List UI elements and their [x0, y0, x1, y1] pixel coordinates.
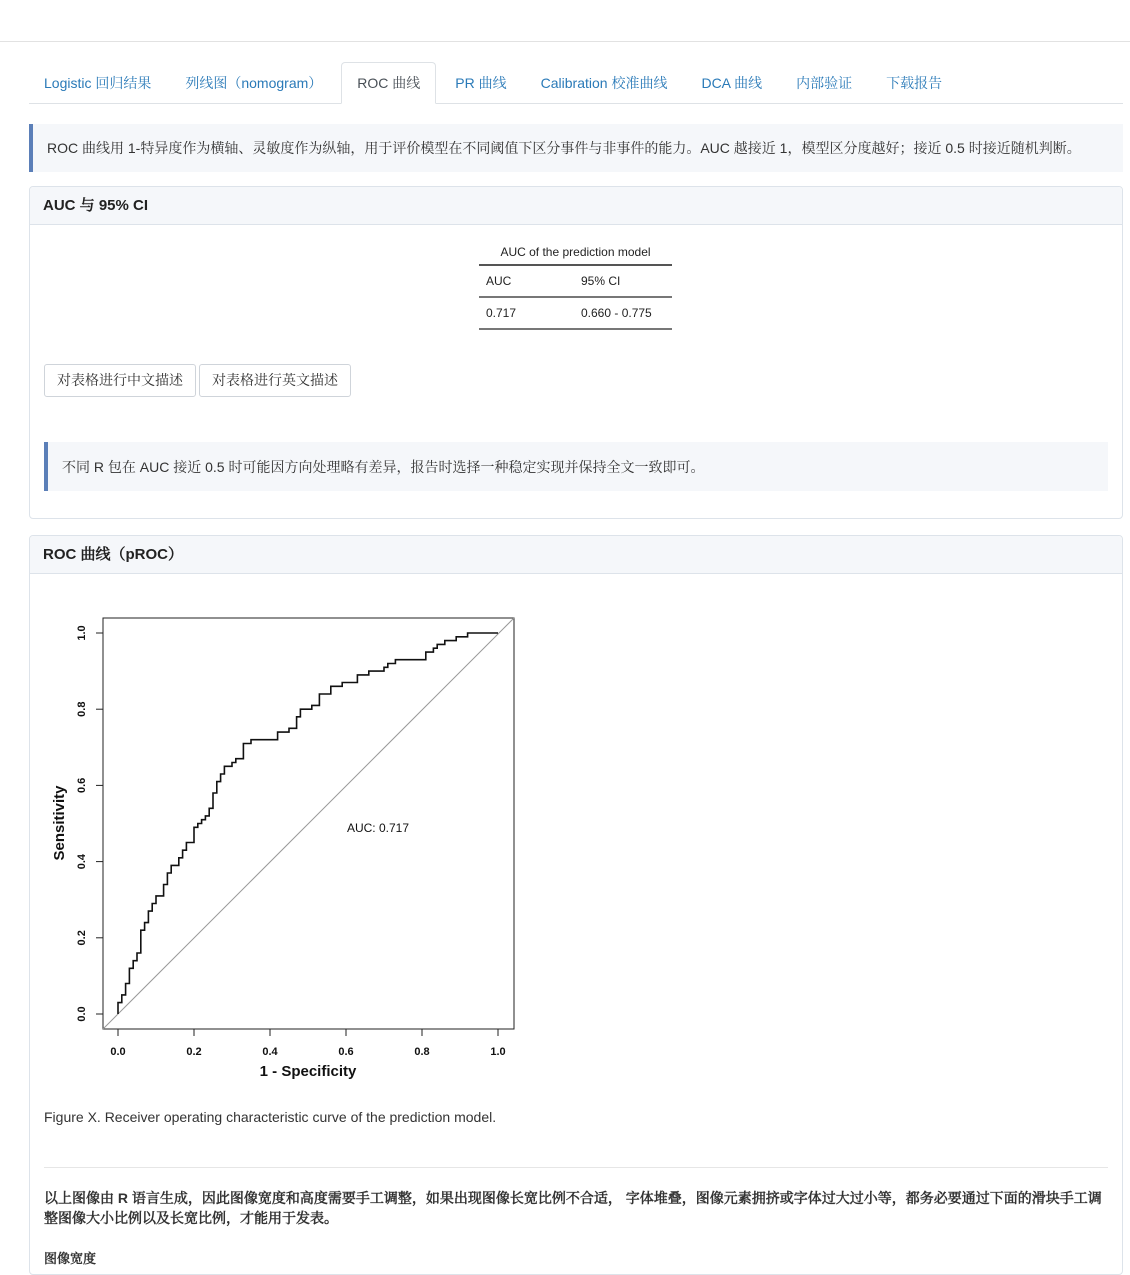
intro-callout	[29, 124, 1123, 172]
intro-text: ROC 曲线用 1-特异度作为横轴、灵敏度作为纵轴，用于评价模型在不同阈值下区分事件与非事件的能力。AUC 越接近 1，模型区分度越好；接近 0.5 时接近随机判断。	[47, 140, 1081, 156]
auc-value-cell: 0.717	[486, 306, 517, 320]
tab-logistic[interactable]: Logistic 回归结果	[44, 75, 152, 91]
width-slider-label: 图像宽度	[44, 1251, 97, 1266]
x-tick-label: 0.6	[338, 1046, 354, 1058]
top-bar	[0, 0, 1130, 42]
y-axis-label: Sensitivity	[51, 785, 68, 861]
ci-header-cell: 95% CI	[581, 274, 621, 288]
describe-cn-button[interactable]: 对表格进行中文描述	[44, 364, 196, 397]
y-tick-label: 0.2	[76, 930, 88, 946]
tab-nomogram[interactable]: 列线图（nomogram）	[185, 75, 323, 91]
auc-annotation: AUC: 0.717	[346, 821, 410, 835]
x-tick-label: 0.4	[262, 1046, 278, 1058]
x-tick-label: 0.2	[186, 1046, 202, 1058]
auc-table-header	[479, 266, 672, 298]
auc-table-caption: AUC of the prediction model	[479, 240, 672, 266]
describe-en-button[interactable]: 对表格进行英文描述	[199, 364, 351, 397]
y-tick-label: 0.6	[76, 777, 88, 794]
tab-download-report[interactable]: 下载报告	[886, 75, 943, 91]
y-tick-label: 0.8	[76, 701, 88, 717]
roc-chart	[40, 605, 540, 1085]
auc-note-text: 不同 R 包在 AUC 接近 0.5 时可能因方向处理略有差异，报告时选择一种稳定实现并保持全文一致即可。	[62, 458, 705, 475]
tab-pr[interactable]: PR 曲线	[455, 75, 507, 91]
auc-header-cell: AUC	[486, 274, 512, 288]
x-tick-label: 1.0	[490, 1046, 506, 1058]
tab-calibration[interactable]: Calibration 校准曲线	[540, 75, 668, 91]
tab-roc[interactable]: ROC 曲线	[341, 62, 436, 104]
table-row	[479, 298, 672, 330]
auc-panel-title: AUC 与 95% CI	[30, 187, 1122, 225]
auc-note-callout	[44, 442, 1108, 491]
y-tick-label: 0.0	[76, 1006, 88, 1022]
x-axis-label: 1 - Specificity	[259, 1063, 357, 1080]
tab-internal-validation[interactable]: 内部验证	[796, 75, 853, 91]
tab-dca[interactable]: DCA 曲线	[701, 75, 763, 91]
result-tabs	[29, 62, 1123, 104]
auc-table	[479, 240, 672, 330]
auc-panel	[29, 186, 1123, 519]
section-divider	[44, 1167, 1108, 1168]
roc-panel-title: ROC 曲线（pROC）	[30, 536, 1122, 574]
resize-note: 以上图像由 R 语言生成，因此图像宽度和高度需要手工调整，如果出现图像长宽比例不合适， 字体堆叠，图像元素拥挤或字体过大过小等，都务必要通过下面的滑块手工调整图像大小比例以及长宽比例，才能用于发表。	[44, 1190, 1102, 1226]
reference-diagonal	[103, 618, 514, 1029]
y-tick-label: 0.4	[76, 853, 88, 870]
x-tick-label: 0.8	[414, 1046, 430, 1058]
y-tick-label: 1.0	[76, 625, 88, 641]
ci-value-cell: 0.660 - 0.775	[581, 306, 652, 320]
figure-caption: Figure X. Receiver operating characteristic curve of the prediction model.	[44, 1109, 497, 1125]
x-tick-label: 0.0	[110, 1046, 126, 1058]
